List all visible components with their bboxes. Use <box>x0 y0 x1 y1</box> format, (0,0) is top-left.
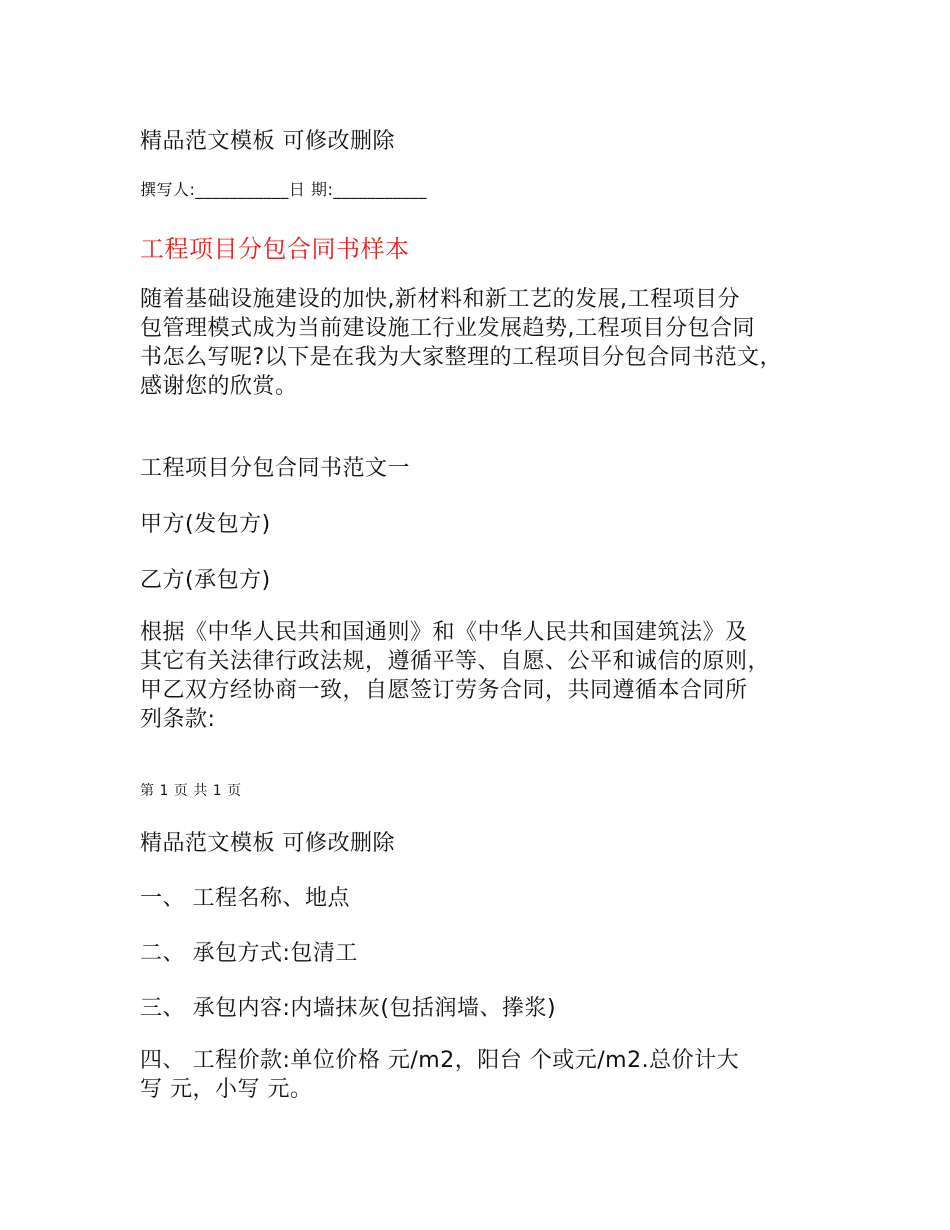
intro-line: 包管理模式成为当前建设施工行业发展趋势,工程项目分包合同 <box>140 316 755 341</box>
clause-1: 一、 工程名称、地点 <box>140 886 350 911</box>
template-note: 精品范文模板 可修改删除 <box>140 129 395 154</box>
basis-line: 甲乙双方经协商一致，自愿签订劳务合同，共同遵循本合同所 <box>140 678 748 703</box>
clause-3: 三、 承包内容:内墙抹灰(包括润墙、搼浆) <box>140 996 557 1021</box>
basis-paragraph <box>140 618 840 734</box>
intro-line: 书怎么写呢?以下是在我为大家整理的工程项目分包合同书范文， <box>140 345 783 370</box>
template-note-2: 精品范文模板 可修改删除 <box>140 831 395 856</box>
document-title: 工程项目分包合同书样本 <box>140 235 410 263</box>
party-a: 甲方(发包方) <box>140 512 271 537</box>
basis-line: 其它有关法律行政法规，遵循平等、自愿、公平和诚信的原则， <box>140 649 771 674</box>
clause-4-line: 写 元，小写 元。 <box>140 1077 313 1102</box>
clause-2: 二、 承包方式:包清工 <box>140 941 358 966</box>
page-footer: 第 1 页 共 1 页 <box>140 783 242 799</box>
basis-line: 根据《中华人民共和国通则》和《中华人民共和国建筑法》及 <box>140 620 748 645</box>
clause-4 <box>140 1046 840 1104</box>
clause-4-line: 四、 工程价款:单位价格 元/m2，阳台 个或元/m2.总价计大 <box>140 1048 740 1073</box>
party-b: 乙方(承包方) <box>140 568 271 593</box>
intro-paragraph <box>140 285 840 401</box>
basis-line: 列条款: <box>140 707 216 732</box>
author-date-line: 撰写人:___________日 期:___________ <box>140 180 427 199</box>
intro-line: 随着基础设施建设的加快,新材料和新工艺的发展,工程项目分 <box>140 287 740 312</box>
section-title: 工程项目分包合同书范文一 <box>140 456 411 481</box>
intro-line: 感谢您的欣赏。 <box>140 374 298 399</box>
